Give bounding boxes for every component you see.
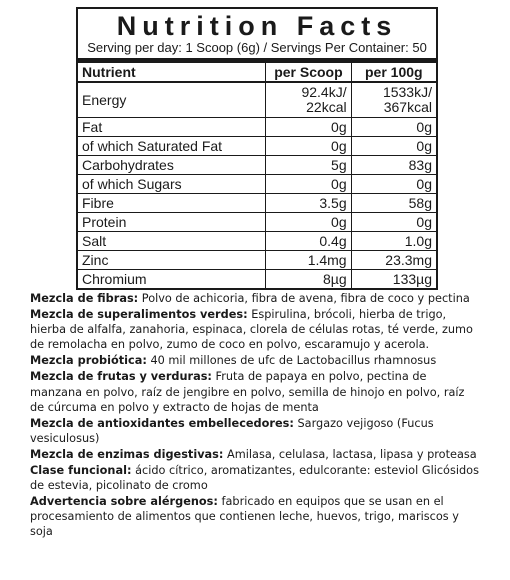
blend-antioxidantes xyxy=(30,416,480,446)
blend-label: Clase funcional: xyxy=(30,464,132,478)
per-scoop-value: 0g xyxy=(266,175,351,194)
nutrient-name: of which Sugars xyxy=(78,175,266,194)
table-row-energy xyxy=(78,82,436,118)
blend-superalimentos xyxy=(30,307,480,352)
nutrient-name: Fibre xyxy=(78,194,266,213)
per-100g-kj: 1533kJ/ xyxy=(382,84,432,100)
blend-text: ácido cítrico, aromatizantes, edulcorante: esteviol Glicósidos de estevia, picolinato de cromo xyxy=(30,464,479,493)
per-scoop-value: 1.4mg xyxy=(266,251,351,270)
per-100g-value xyxy=(351,82,436,118)
nutrient-name: Zinc xyxy=(78,251,266,270)
nutrition-facts-panel xyxy=(76,7,438,290)
table-row-carbohydrates xyxy=(78,156,436,175)
per-100g-value: 133µg xyxy=(351,270,436,289)
blend-label: Mezcla de antioxidantes embellecedores: xyxy=(30,416,294,430)
nutrient-name: Protein xyxy=(78,213,266,232)
blend-text: Espirulina, brócoli, hierba de trigo, hierba de alfalfa, zanahoria, espinaca, clorela de células rotas, té verde, zumo de remolacha en polvo, zumo de coco en polvo, escaramujo y acerola. xyxy=(30,308,473,352)
per-scoop-value: 0g xyxy=(266,118,351,137)
table-row-saturated-fat xyxy=(78,137,436,156)
blend-text: Sargazo vejigoso (Fucus vesiculosus) xyxy=(30,416,434,445)
per-100g-value: 83g xyxy=(351,156,436,175)
per-scoop-value: 0.4g xyxy=(266,232,351,251)
per-scoop-value: 8µg xyxy=(266,270,351,289)
ingredient-blends xyxy=(30,291,480,541)
blend-enzimas xyxy=(30,447,480,462)
per-scoop-value: 0g xyxy=(266,213,351,232)
per-scoop-kcal: 22kcal xyxy=(306,99,347,115)
blend-label: Mezcla de superalimentos verdes: xyxy=(30,308,248,322)
blend-text: fabricado en equipos que se usan en el procesamiento de alimentos que contienen leche, huevos, trigo, mariscos y soja xyxy=(30,495,459,539)
blend-text: Polvo de achicoria, fibra de avena, fibra de coco y pectina xyxy=(138,292,470,305)
nutrient-name: Energy xyxy=(78,82,266,118)
per-100g-value: 0g xyxy=(351,137,436,156)
per-scoop-value: 0g xyxy=(266,137,351,156)
table-row-zinc xyxy=(78,251,436,270)
per-100g-value: 1.0g xyxy=(351,232,436,251)
blend-label: Mezcla de fibras: xyxy=(30,292,139,305)
serving-info: Serving per day: 1 Scoop (6g) / Servings Per Container: 50 xyxy=(78,40,436,63)
blend-label: Mezcla de enzimas digestivas: xyxy=(30,447,224,461)
per-100g-value: 0g xyxy=(351,213,436,232)
header-per-100g: per 100g xyxy=(351,63,436,82)
nutrition-table xyxy=(78,63,436,288)
table-row-fat xyxy=(78,118,436,137)
per-100g-kcal: 367kcal xyxy=(383,99,432,115)
per-100g-value: 58g xyxy=(351,194,436,213)
per-100g-value: 0g xyxy=(351,175,436,194)
blend-text: Fruta de papaya en polvo, pectina de manzana en polvo, raíz de jengibre en polvo, semilla de hinojo en polvo, raíz de cúrcuma en polvo y extracto de hojas de menta xyxy=(30,370,465,414)
blend-label: Mezcla probiótica: xyxy=(30,354,147,368)
functional-class xyxy=(30,463,480,493)
blend-text: 40 mil millones de ufc de Lactobacillus rhamnosus xyxy=(146,354,437,368)
header-nutrient: Nutrient xyxy=(78,63,266,82)
nutrient-name: Chromium xyxy=(82,270,147,287)
per-scoop-value: 5g xyxy=(266,156,351,175)
table-row-fibre xyxy=(78,194,436,213)
blend-label: Mezcla de frutas y verduras: xyxy=(30,370,212,384)
blend-fibras xyxy=(30,291,480,306)
table-row-sugars xyxy=(78,175,436,194)
nutrient-name: of which Saturated Fat xyxy=(78,137,266,156)
table-row-protein xyxy=(78,213,436,232)
header-per-scoop: per Scoop xyxy=(266,63,351,82)
per-scoop-kj: 92.4kJ/ xyxy=(301,84,347,100)
table-header-row xyxy=(78,63,436,82)
per-100g-value: 23.3mg xyxy=(351,251,436,270)
blend-text: Amilasa, celulasa, lactasa, lipasa y proteasa xyxy=(223,447,477,461)
nutrient-name: Fat xyxy=(78,118,266,137)
blend-probiotica xyxy=(30,353,480,368)
nutrient-name: Salt xyxy=(78,232,266,251)
per-100g-value: 0g xyxy=(351,118,436,137)
nutrient-name: Carbohydrates xyxy=(78,156,266,175)
blend-label: Advertencia sobre alérgenos: xyxy=(30,495,218,509)
allergen-warning xyxy=(30,494,480,539)
table-row-salt xyxy=(78,232,436,251)
blend-frutas-verduras xyxy=(30,369,480,414)
panel-title: Nutrition Facts xyxy=(116,11,398,41)
table-row-chromium xyxy=(78,270,436,289)
per-scoop-value: 3.5g xyxy=(266,194,351,213)
per-scoop-value xyxy=(266,82,351,118)
